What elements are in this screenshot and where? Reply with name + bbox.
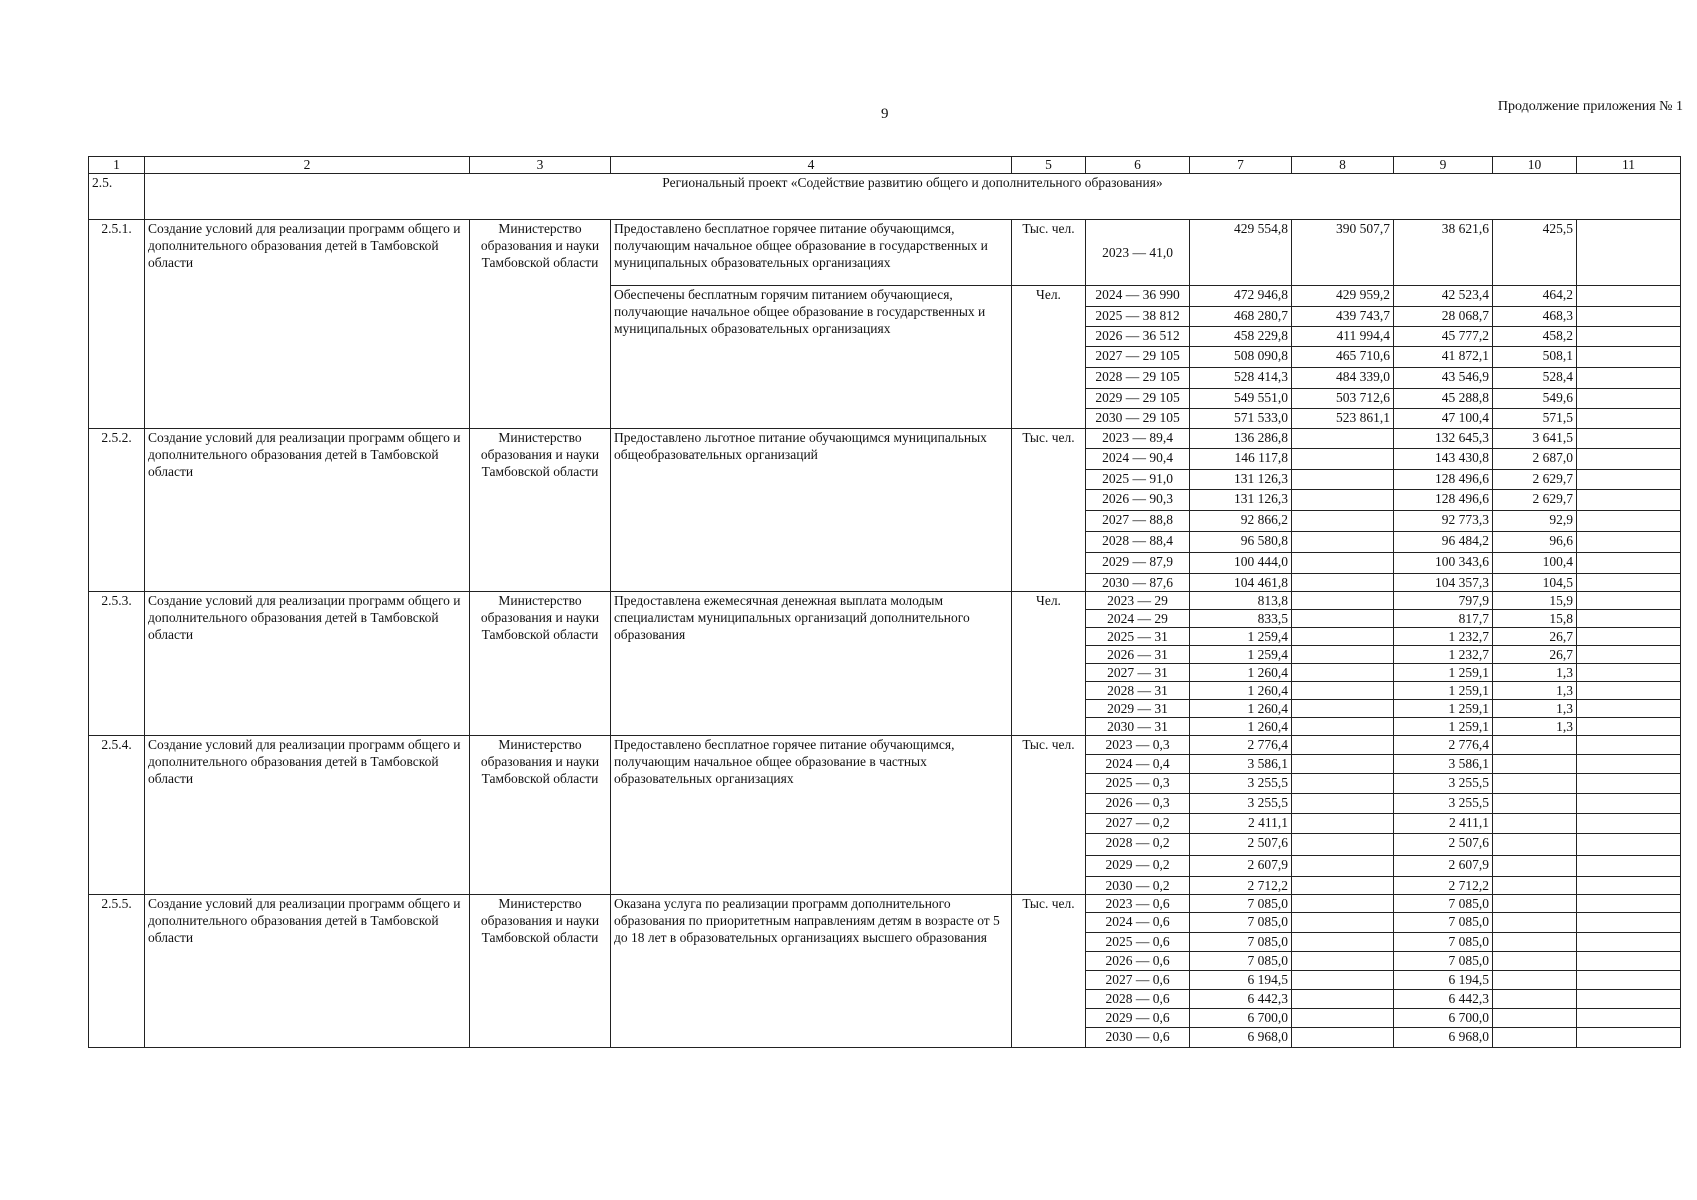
amount-local bbox=[1493, 877, 1577, 895]
amount-regional: 1 259,1 bbox=[1394, 682, 1493, 700]
amount-total: 528 414,3 bbox=[1190, 368, 1292, 389]
amount-local: 2 629,7 bbox=[1493, 470, 1577, 490]
amount-extra bbox=[1577, 774, 1681, 794]
amount-local: 528,4 bbox=[1493, 368, 1577, 389]
year-value: 2024 — 0,4 bbox=[1086, 755, 1190, 774]
column-number-row bbox=[89, 157, 1681, 174]
amount-total: 458 229,8 bbox=[1190, 327, 1292, 347]
amount-regional: 45 777,2 bbox=[1394, 327, 1493, 347]
amount-local bbox=[1493, 1028, 1577, 1048]
amount-regional: 143 430,8 bbox=[1394, 449, 1493, 470]
amount-local bbox=[1493, 856, 1577, 877]
amount-regional: 2 776,4 bbox=[1394, 736, 1493, 755]
amount-federal: 390 507,7 bbox=[1292, 220, 1394, 286]
amount-total: 131 126,3 bbox=[1190, 490, 1292, 511]
amount-total: 100 444,0 bbox=[1190, 553, 1292, 574]
activity-code: 2.5.2. bbox=[89, 429, 145, 592]
amount-local bbox=[1493, 895, 1577, 913]
amount-regional: 2 507,6 bbox=[1394, 834, 1493, 856]
unit: Тыс. чел. bbox=[1012, 736, 1086, 895]
year-value: 2028 — 0,6 bbox=[1086, 990, 1190, 1009]
amount-federal bbox=[1292, 718, 1394, 736]
amount-federal bbox=[1292, 913, 1394, 933]
unit: Чел. bbox=[1012, 286, 1086, 429]
unit: Чел. bbox=[1012, 592, 1086, 736]
amount-federal bbox=[1292, 592, 1394, 610]
activity-code: 2.5.4. bbox=[89, 736, 145, 895]
amount-extra bbox=[1577, 646, 1681, 664]
program-table bbox=[88, 156, 1681, 1048]
amount-regional: 28 068,7 bbox=[1394, 307, 1493, 327]
amount-total: 468 280,7 bbox=[1190, 307, 1292, 327]
year-value: 2028 — 0,2 bbox=[1086, 834, 1190, 856]
amount-regional: 817,7 bbox=[1394, 610, 1493, 628]
amount-total: 96 580,8 bbox=[1190, 532, 1292, 553]
amount-extra bbox=[1577, 286, 1681, 307]
amount-total: 571 533,0 bbox=[1190, 409, 1292, 429]
column-number: 4 bbox=[611, 157, 1012, 174]
amount-total: 131 126,3 bbox=[1190, 470, 1292, 490]
amount-total: 7 085,0 bbox=[1190, 913, 1292, 933]
unit: Тыс. чел. bbox=[1012, 895, 1086, 1048]
unit: Тыс. чел. bbox=[1012, 429, 1086, 592]
year-value: 2028 — 29 105 bbox=[1086, 368, 1190, 389]
amount-extra bbox=[1577, 553, 1681, 574]
amount-local bbox=[1493, 794, 1577, 814]
amount-federal bbox=[1292, 429, 1394, 449]
amount-federal bbox=[1292, 814, 1394, 834]
amount-total: 6 700,0 bbox=[1190, 1009, 1292, 1028]
amount-local: 15,8 bbox=[1493, 610, 1577, 628]
amount-total: 3 255,5 bbox=[1190, 794, 1292, 814]
amount-extra bbox=[1577, 700, 1681, 718]
amount-local: 1,3 bbox=[1493, 700, 1577, 718]
year-value: 2029 — 0,2 bbox=[1086, 856, 1190, 877]
responsible-executor: Министерство образования и науки Тамбовской области bbox=[470, 895, 611, 1048]
amount-local bbox=[1493, 774, 1577, 794]
amount-regional: 43 546,9 bbox=[1394, 368, 1493, 389]
table-row bbox=[89, 592, 1681, 610]
amount-extra bbox=[1577, 307, 1681, 327]
amount-local: 100,4 bbox=[1493, 553, 1577, 574]
amount-federal bbox=[1292, 574, 1394, 592]
amount-total: 549 551,0 bbox=[1190, 389, 1292, 409]
amount-local: 468,3 bbox=[1493, 307, 1577, 327]
page-number: 9 bbox=[881, 106, 889, 122]
year-value: 2025 — 0,3 bbox=[1086, 774, 1190, 794]
amount-regional: 3 255,5 bbox=[1394, 794, 1493, 814]
amount-regional: 104 357,3 bbox=[1394, 574, 1493, 592]
year-value: 2027 — 29 105 bbox=[1086, 347, 1190, 368]
year-value: 2029 — 87,9 bbox=[1086, 553, 1190, 574]
column-number: 7 bbox=[1190, 157, 1292, 174]
amount-extra bbox=[1577, 628, 1681, 646]
amount-total: 3 255,5 bbox=[1190, 774, 1292, 794]
amount-total: 1 259,4 bbox=[1190, 646, 1292, 664]
amount-regional: 6 194,5 bbox=[1394, 971, 1493, 990]
amount-regional: 100 343,6 bbox=[1394, 553, 1493, 574]
amount-extra bbox=[1577, 794, 1681, 814]
table-body bbox=[89, 157, 1681, 1048]
amount-extra bbox=[1577, 834, 1681, 856]
amount-regional: 132 645,3 bbox=[1394, 429, 1493, 449]
year-value: 2030 — 29 105 bbox=[1086, 409, 1190, 429]
year-value: 2030 — 31 bbox=[1086, 718, 1190, 736]
amount-total: 508 090,8 bbox=[1190, 347, 1292, 368]
amount-regional: 92 773,3 bbox=[1394, 511, 1493, 532]
amount-total: 472 946,8 bbox=[1190, 286, 1292, 307]
amount-local: 26,7 bbox=[1493, 646, 1577, 664]
amount-regional: 6 700,0 bbox=[1394, 1009, 1493, 1028]
column-number: 11 bbox=[1577, 157, 1681, 174]
amount-local: 3 641,5 bbox=[1493, 429, 1577, 449]
amount-regional: 96 484,2 bbox=[1394, 532, 1493, 553]
appendix-note: Продолжение приложения № 1 bbox=[1497, 99, 1683, 114]
year-value: 2029 — 29 105 bbox=[1086, 389, 1190, 409]
column-number: 3 bbox=[470, 157, 611, 174]
amount-extra bbox=[1577, 682, 1681, 700]
year-value: 2028 — 31 bbox=[1086, 682, 1190, 700]
year-value: 2026 — 0,6 bbox=[1086, 952, 1190, 971]
table-row bbox=[89, 895, 1681, 913]
amount-federal bbox=[1292, 646, 1394, 664]
amount-local bbox=[1493, 913, 1577, 933]
amount-local bbox=[1493, 755, 1577, 774]
amount-federal bbox=[1292, 794, 1394, 814]
activity-name: Создание условий для реализации программ общего и дополнительного образования детей в Тамбовской области bbox=[145, 592, 470, 736]
year-value: 2027 — 88,8 bbox=[1086, 511, 1190, 532]
amount-extra bbox=[1577, 574, 1681, 592]
amount-local: 425,5 bbox=[1493, 220, 1577, 286]
amount-federal bbox=[1292, 774, 1394, 794]
amount-total: 7 085,0 bbox=[1190, 933, 1292, 952]
amount-federal: 523 861,1 bbox=[1292, 409, 1394, 429]
amount-local: 1,3 bbox=[1493, 718, 1577, 736]
amount-local: 92,9 bbox=[1493, 511, 1577, 532]
amount-federal bbox=[1292, 700, 1394, 718]
amount-total: 2 507,6 bbox=[1190, 834, 1292, 856]
column-number: 9 bbox=[1394, 157, 1493, 174]
year-value: 2023 — 29 bbox=[1086, 592, 1190, 610]
amount-federal bbox=[1292, 990, 1394, 1009]
amount-local bbox=[1493, 952, 1577, 971]
year-value: 2029 — 0,6 bbox=[1086, 1009, 1190, 1028]
amount-total: 1 260,4 bbox=[1190, 700, 1292, 718]
year-value: 2027 — 31 bbox=[1086, 664, 1190, 682]
amount-total: 2 776,4 bbox=[1190, 736, 1292, 755]
result-description: Предоставлена ежемесячная денежная выплата молодым специалистам муниципальных организаций дополнительного образования bbox=[611, 592, 1012, 736]
amount-regional: 3 586,1 bbox=[1394, 755, 1493, 774]
amount-regional: 6 968,0 bbox=[1394, 1028, 1493, 1048]
amount-federal bbox=[1292, 628, 1394, 646]
responsible-executor: Министерство образования и науки Тамбовской области bbox=[470, 429, 611, 592]
column-number: 2 bbox=[145, 157, 470, 174]
amount-extra bbox=[1577, 664, 1681, 682]
amount-local: 2 629,7 bbox=[1493, 490, 1577, 511]
activity-code: 2.5.1. bbox=[89, 220, 145, 429]
amount-local: 104,5 bbox=[1493, 574, 1577, 592]
amount-federal bbox=[1292, 755, 1394, 774]
result-description: Оказана услуга по реализации программ дополнительного образования по приоритетным направлениям детям в возрасте от 5 до 18 лет в образовательных организациях высшего образования bbox=[611, 895, 1012, 1048]
amount-regional: 7 085,0 bbox=[1394, 952, 1493, 971]
amount-federal: 439 743,7 bbox=[1292, 307, 1394, 327]
amount-extra bbox=[1577, 409, 1681, 429]
amount-local: 508,1 bbox=[1493, 347, 1577, 368]
amount-total: 6 968,0 bbox=[1190, 1028, 1292, 1048]
amount-federal bbox=[1292, 877, 1394, 895]
amount-local bbox=[1493, 736, 1577, 755]
amount-extra bbox=[1577, 532, 1681, 553]
column-number: 10 bbox=[1493, 157, 1577, 174]
amount-total: 104 461,8 bbox=[1190, 574, 1292, 592]
year-value: 2030 — 87,6 bbox=[1086, 574, 1190, 592]
amount-federal bbox=[1292, 895, 1394, 913]
table-row bbox=[89, 429, 1681, 449]
year-value: 2025 — 91,0 bbox=[1086, 470, 1190, 490]
amount-total: 813,8 bbox=[1190, 592, 1292, 610]
year-value: 2027 — 0,2 bbox=[1086, 814, 1190, 834]
amount-extra bbox=[1577, 913, 1681, 933]
amount-total: 92 866,2 bbox=[1190, 511, 1292, 532]
amount-total: 136 286,8 bbox=[1190, 429, 1292, 449]
amount-local: 1,3 bbox=[1493, 682, 1577, 700]
year-value: 2024 — 36 990 bbox=[1086, 286, 1190, 307]
amount-local: 26,7 bbox=[1493, 628, 1577, 646]
amount-federal bbox=[1292, 449, 1394, 470]
year-value: 2026 — 90,3 bbox=[1086, 490, 1190, 511]
unit: Тыс. чел. bbox=[1012, 220, 1086, 286]
amount-federal bbox=[1292, 610, 1394, 628]
amount-federal bbox=[1292, 532, 1394, 553]
amount-extra bbox=[1577, 736, 1681, 755]
amount-federal bbox=[1292, 971, 1394, 990]
amount-regional: 2 712,2 bbox=[1394, 877, 1493, 895]
amount-regional: 1 259,1 bbox=[1394, 700, 1493, 718]
result-description: Обеспечены бесплатным горячим питанием обучающиеся, получающие начальное общее образование в государственных и муниципальных образовательных организациях bbox=[611, 286, 1012, 429]
responsible-executor: Министерство образования и науки Тамбовской области bbox=[470, 592, 611, 736]
amount-local bbox=[1493, 1009, 1577, 1028]
amount-federal bbox=[1292, 682, 1394, 700]
amount-regional: 128 496,6 bbox=[1394, 470, 1493, 490]
amount-federal: 429 959,2 bbox=[1292, 286, 1394, 307]
amount-federal: 411 994,4 bbox=[1292, 327, 1394, 347]
amount-extra bbox=[1577, 856, 1681, 877]
amount-regional: 3 255,5 bbox=[1394, 774, 1493, 794]
amount-federal bbox=[1292, 736, 1394, 755]
amount-extra bbox=[1577, 895, 1681, 913]
amount-total: 1 260,4 bbox=[1190, 682, 1292, 700]
amount-regional: 7 085,0 bbox=[1394, 913, 1493, 933]
amount-total: 1 260,4 bbox=[1190, 664, 1292, 682]
amount-regional: 1 232,7 bbox=[1394, 646, 1493, 664]
year-value: 2025 — 38 812 bbox=[1086, 307, 1190, 327]
amount-extra bbox=[1577, 971, 1681, 990]
section-title: Региональный проект «Содействие развитию общего и дополнительного образования» bbox=[145, 174, 1681, 220]
amount-total: 1 259,4 bbox=[1190, 628, 1292, 646]
amount-extra bbox=[1577, 389, 1681, 409]
amount-extra bbox=[1577, 327, 1681, 347]
activity-name: Создание условий для реализации программ общего и дополнительного образования детей в Тамбовской области bbox=[145, 429, 470, 592]
year-value: 2025 — 31 bbox=[1086, 628, 1190, 646]
amount-regional: 7 085,0 bbox=[1394, 895, 1493, 913]
amount-total: 429 554,8 bbox=[1190, 220, 1292, 286]
amount-extra bbox=[1577, 449, 1681, 470]
amount-regional: 797,9 bbox=[1394, 592, 1493, 610]
amount-federal bbox=[1292, 952, 1394, 971]
year-value: 2023 — 89,4 bbox=[1086, 429, 1190, 449]
activity-code: 2.5.3. bbox=[89, 592, 145, 736]
amount-total: 2 712,2 bbox=[1190, 877, 1292, 895]
result-description: Предоставлено бесплатное горячее питание обучающимся, получающим начальное общее образование в государственных и муниципальных образовательных организациях bbox=[611, 220, 1012, 286]
amount-total: 7 085,0 bbox=[1190, 952, 1292, 971]
amount-extra bbox=[1577, 610, 1681, 628]
year-value: 2023 — 0,3 bbox=[1086, 736, 1190, 755]
amount-regional: 1 259,1 bbox=[1394, 718, 1493, 736]
amount-federal bbox=[1292, 490, 1394, 511]
amount-extra bbox=[1577, 347, 1681, 368]
amount-regional: 1 259,1 bbox=[1394, 664, 1493, 682]
year-value: 2030 — 0,2 bbox=[1086, 877, 1190, 895]
amount-local: 571,5 bbox=[1493, 409, 1577, 429]
year-value: 2030 — 0,6 bbox=[1086, 1028, 1190, 1048]
amount-local bbox=[1493, 933, 1577, 952]
amount-extra bbox=[1577, 220, 1681, 286]
amount-extra bbox=[1577, 511, 1681, 532]
amount-local: 96,6 bbox=[1493, 532, 1577, 553]
section-row bbox=[89, 174, 1681, 220]
amount-local: 1,3 bbox=[1493, 664, 1577, 682]
amount-extra bbox=[1577, 990, 1681, 1009]
amount-regional: 47 100,4 bbox=[1394, 409, 1493, 429]
amount-regional: 128 496,6 bbox=[1394, 490, 1493, 511]
year-value: 2024 — 90,4 bbox=[1086, 449, 1190, 470]
year-value: 2023 — 41,0 bbox=[1086, 220, 1190, 286]
amount-extra bbox=[1577, 429, 1681, 449]
year-value: 2028 — 88,4 bbox=[1086, 532, 1190, 553]
responsible-executor: Министерство образования и науки Тамбовской области bbox=[470, 220, 611, 429]
amount-regional: 41 872,1 bbox=[1394, 347, 1493, 368]
year-value: 2029 — 31 bbox=[1086, 700, 1190, 718]
year-value: 2026 — 31 bbox=[1086, 646, 1190, 664]
responsible-executor: Министерство образования и науки Тамбовской области bbox=[470, 736, 611, 895]
amount-regional: 1 232,7 bbox=[1394, 628, 1493, 646]
amount-extra bbox=[1577, 1028, 1681, 1048]
amount-regional: 45 288,8 bbox=[1394, 389, 1493, 409]
result-description: Предоставлено бесплатное горячее питание обучающимся, получающим начальное общее образование в частных образовательных организациях bbox=[611, 736, 1012, 895]
amount-extra bbox=[1577, 933, 1681, 952]
activity-code: 2.5.5. bbox=[89, 895, 145, 1048]
amount-total: 7 085,0 bbox=[1190, 895, 1292, 913]
column-number: 5 bbox=[1012, 157, 1086, 174]
amount-extra bbox=[1577, 755, 1681, 774]
amount-regional: 2 607,9 bbox=[1394, 856, 1493, 877]
amount-extra bbox=[1577, 1009, 1681, 1028]
amount-federal bbox=[1292, 470, 1394, 490]
activity-name: Создание условий для реализации программ общего и дополнительного образования детей в Тамбовской области bbox=[145, 736, 470, 895]
amount-total: 2 411,1 bbox=[1190, 814, 1292, 834]
activity-name: Создание условий для реализации программ общего и дополнительного образования детей в Тамбовской области bbox=[145, 220, 470, 429]
amount-extra bbox=[1577, 592, 1681, 610]
amount-extra bbox=[1577, 718, 1681, 736]
amount-federal: 503 712,6 bbox=[1292, 389, 1394, 409]
amount-extra bbox=[1577, 952, 1681, 971]
amount-local: 549,6 bbox=[1493, 389, 1577, 409]
amount-local: 2 687,0 bbox=[1493, 449, 1577, 470]
amount-total: 146 117,8 bbox=[1190, 449, 1292, 470]
section-code: 2.5. bbox=[89, 174, 145, 220]
amount-local: 458,2 bbox=[1493, 327, 1577, 347]
amount-federal bbox=[1292, 834, 1394, 856]
amount-extra bbox=[1577, 490, 1681, 511]
amount-federal bbox=[1292, 553, 1394, 574]
amount-total: 2 607,9 bbox=[1190, 856, 1292, 877]
year-value: 2027 — 0,6 bbox=[1086, 971, 1190, 990]
year-value: 2025 — 0,6 bbox=[1086, 933, 1190, 952]
amount-local bbox=[1493, 834, 1577, 856]
table-row bbox=[89, 736, 1681, 755]
amount-total: 1 260,4 bbox=[1190, 718, 1292, 736]
amount-local: 15,9 bbox=[1493, 592, 1577, 610]
amount-regional: 42 523,4 bbox=[1394, 286, 1493, 307]
amount-federal bbox=[1292, 1028, 1394, 1048]
year-value: 2024 — 0,6 bbox=[1086, 913, 1190, 933]
amount-federal bbox=[1292, 1009, 1394, 1028]
amount-extra bbox=[1577, 814, 1681, 834]
amount-federal: 484 339,0 bbox=[1292, 368, 1394, 389]
amount-federal bbox=[1292, 511, 1394, 532]
amount-regional: 2 411,1 bbox=[1394, 814, 1493, 834]
amount-regional: 7 085,0 bbox=[1394, 933, 1493, 952]
amount-total: 6 194,5 bbox=[1190, 971, 1292, 990]
amount-local bbox=[1493, 990, 1577, 1009]
amount-extra bbox=[1577, 470, 1681, 490]
year-value: 2026 — 0,3 bbox=[1086, 794, 1190, 814]
column-number: 6 bbox=[1086, 157, 1190, 174]
amount-regional: 6 442,3 bbox=[1394, 990, 1493, 1009]
amount-local bbox=[1493, 971, 1577, 990]
amount-federal bbox=[1292, 856, 1394, 877]
amount-local: 464,2 bbox=[1493, 286, 1577, 307]
year-value: 2023 — 0,6 bbox=[1086, 895, 1190, 913]
amount-federal bbox=[1292, 933, 1394, 952]
amount-total: 3 586,1 bbox=[1190, 755, 1292, 774]
amount-total: 6 442,3 bbox=[1190, 990, 1292, 1009]
column-number: 8 bbox=[1292, 157, 1394, 174]
amount-extra bbox=[1577, 368, 1681, 389]
result-description: Предоставлено льготное питание обучающимся муниципальных общеобразовательных организаций bbox=[611, 429, 1012, 592]
amount-local bbox=[1493, 814, 1577, 834]
column-number: 1 bbox=[89, 157, 145, 174]
year-value: 2026 — 36 512 bbox=[1086, 327, 1190, 347]
activity-name: Создание условий для реализации программ общего и дополнительного образования детей в Тамбовской области bbox=[145, 895, 470, 1048]
amount-federal bbox=[1292, 664, 1394, 682]
amount-extra bbox=[1577, 877, 1681, 895]
amount-federal: 465 710,6 bbox=[1292, 347, 1394, 368]
amount-regional: 38 621,6 bbox=[1394, 220, 1493, 286]
year-value: 2024 — 29 bbox=[1086, 610, 1190, 628]
table-row bbox=[89, 220, 1681, 286]
amount-total: 833,5 bbox=[1190, 610, 1292, 628]
